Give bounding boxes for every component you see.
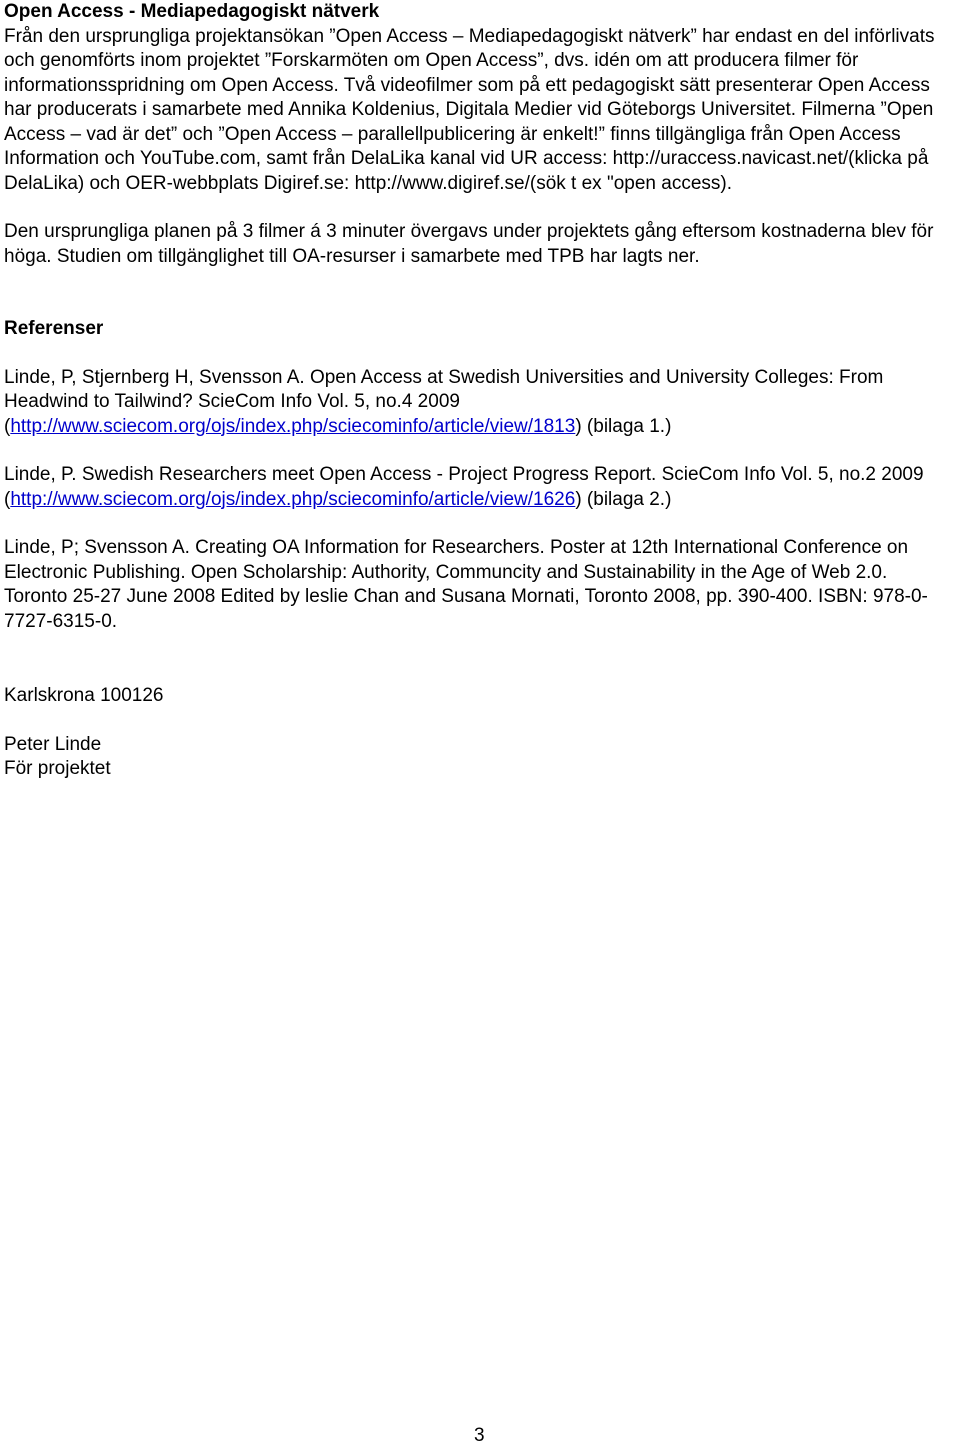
- reference-journal: ScieCom Info: [661, 464, 776, 485]
- reference-item-3: Linde, P; Svensson A. Creating OA Information for Researchers. Poster at 12th International Conference on Electronic Publishing. Open Scholarship: Authority, Communcity and Sustainability in the Age of Web 2.0. Toronto 25-27 June 2008 Edited by leslie Chan and Susana Mornati, Toronto 2008, pp. 390-400. ISBN: 978-0-7727-6315-0.: [4, 537, 928, 632]
- reference-item-2: [4, 463, 954, 512]
- reference-item-1: [4, 366, 954, 440]
- intro-part-3: Filmerna ”Open Access – vad är det” och ”Open Access – parallellpublicering är enkelt!” finns tillgängliga från Open Access Information och YouTube.com, samt från DelaLika kanal vid UR access: http://uraccess.navicast.net/(klicka på DelaLika) och OER-webbplats Digiref.se: http://www.digiref.se/(sök t ex "open access).: [4, 99, 934, 194]
- reference-text: Linde, P, Stjernberg H, Svensson A. Open Access at Swedish Universities and University Colleges: From Headwind to Tailwind?: [4, 366, 884, 412]
- reference-text: ) (bilaga 2.): [575, 488, 672, 510]
- intro-part-1: Från den ursprungliga projektansökan ”Open Access – Mediapedagogiskt nätverk” har endast en del införlivats och genomförts inom projektet ”Forskarmöten om Open Access”, dvs. idén om att producera filmer för informationsspridning om Open Access.: [4, 25, 935, 96]
- signature-role: För projektet: [4, 758, 111, 779]
- intro-paragraph: [4, 25, 954, 197]
- plan-paragraph: Den ursprungliga planen på 3 filmer á 3 minuter övergavs under projektets gång eftersom kostnaderna blev för höga. Studien om tillgänglighet till OA-resurser i samarbete med TPB har lagts ner.: [4, 221, 934, 267]
- page-title: Open Access - Mediapedagogiskt nätverk: [4, 1, 380, 22]
- reference-text: Vol. 5, no.4 2009 (: [4, 391, 460, 437]
- reference-text: Vol. 5, no.2 2009 (: [4, 464, 924, 510]
- reference-text: ) (bilaga 1.): [575, 415, 672, 437]
- page-number: 3: [474, 1425, 485, 1446]
- references-heading: Referenser: [4, 318, 104, 339]
- reference-link-1813[interactable]: http://www.sciecom.org/ojs/index.php/sciecominfo/article/view/1813: [10, 415, 576, 437]
- place-date: Karlskrona 100126: [4, 685, 164, 706]
- reference-text: Linde, P. Swedish Researchers meet Open Access - Project Progress Report.: [4, 464, 662, 485]
- signature-name: Peter Linde: [4, 733, 102, 755]
- intro-part-2: Två videofilmer som på ett pedagogiskt sätt presenterar Open Access har producerats i samarbete med Annika Koldenius, Digitala Medier vid Göteborgs Universitet.: [4, 74, 930, 120]
- reference-journal: ScieCom Info: [198, 391, 313, 412]
- document-page: [4, 0, 954, 782]
- reference-link-1626[interactable]: http://www.sciecom.org/ojs/index.php/sciecominfo/article/view/1626: [10, 488, 576, 510]
